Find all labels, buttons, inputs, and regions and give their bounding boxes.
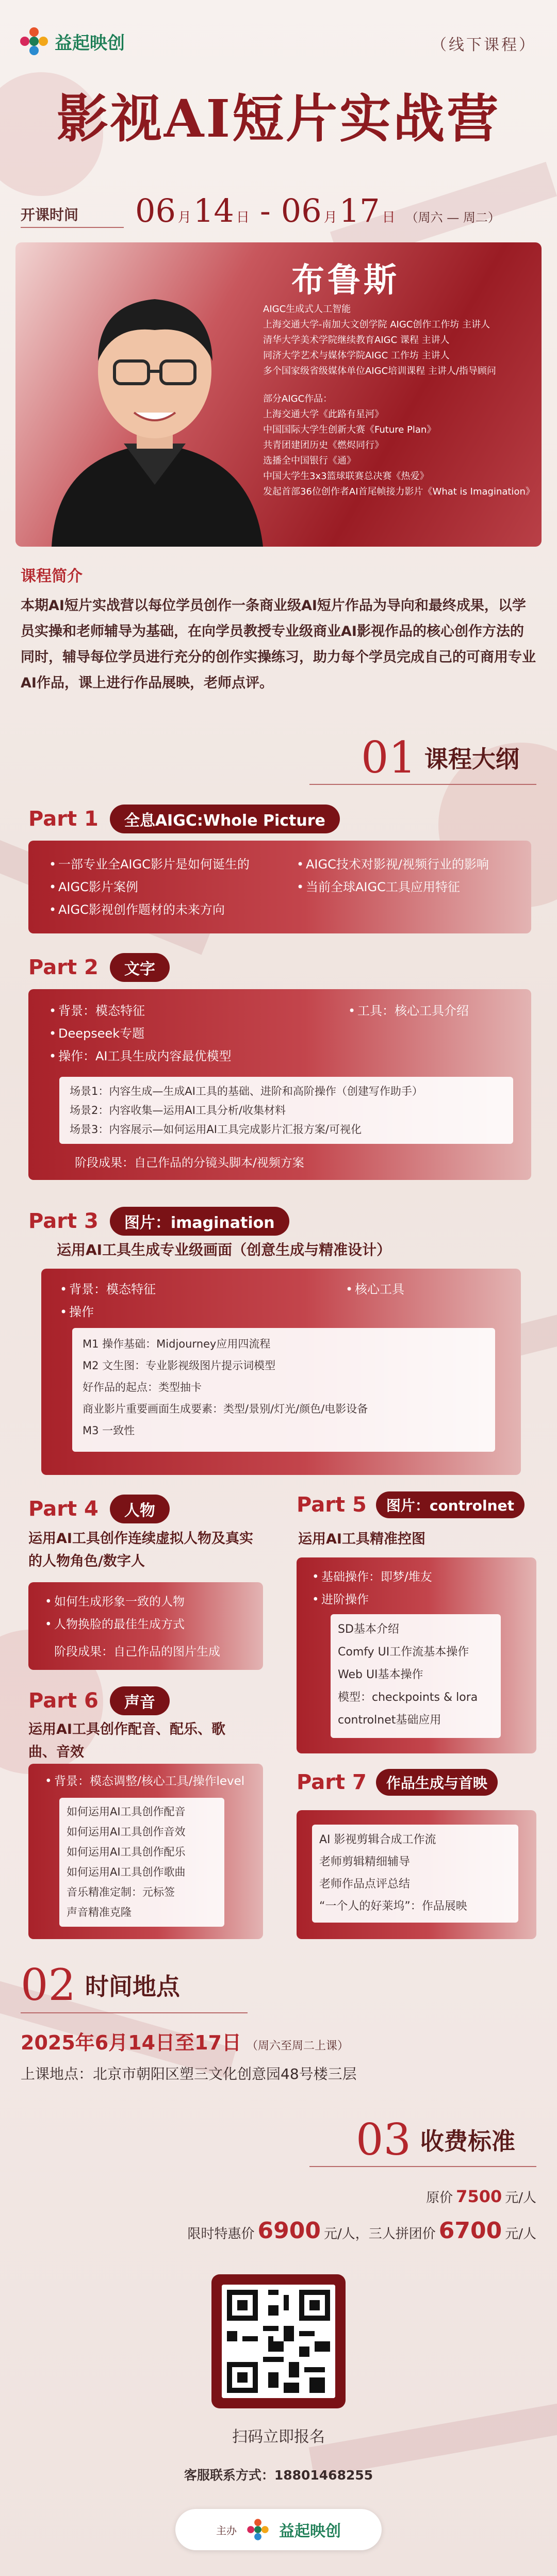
list-item: 如何运用AI工具创作歌曲: [67, 1866, 186, 1878]
part4-box: [28, 1582, 263, 1670]
list-item: • 背景：模态特征: [49, 999, 232, 1022]
part-tag: 图片：controlnet: [376, 1491, 525, 1518]
scene-item: 场景2：内容收集—运用AI工具分析/收集材料: [70, 1104, 286, 1117]
end-month: 06: [281, 192, 322, 229]
start-month: 06: [135, 192, 176, 229]
course-date: 2025年6月14日至17日: [21, 2031, 241, 2054]
brand-logo: [19, 26, 125, 57]
part3-header: [28, 1207, 289, 1236]
part7-items: [312, 1825, 518, 1923]
list-item: 如何运用AI工具创作音效: [67, 1826, 186, 1838]
list-item: AI 影视剪辑合成工作流: [319, 1833, 436, 1846]
intro-heading: 课程简介: [21, 567, 83, 585]
part-tag: 人物: [110, 1495, 170, 1523]
group-price: 6700: [438, 2218, 502, 2244]
section-title: 课程大纲: [424, 745, 519, 773]
part-tag: 全息AIGC:Whole Picture: [110, 805, 340, 833]
part1-box: [28, 841, 531, 933]
time-date-row: [21, 2027, 349, 2055]
list-item: • 核心工具: [346, 1278, 404, 1301]
list-item: M1 操作基础：Midjourney应用四流程: [83, 1338, 271, 1350]
brand-name: 益起映创: [55, 32, 125, 54]
work-item: 中国大学生3x3篮球联赛总决赛《热爱》: [263, 471, 429, 482]
teacher-title-line: AIGC生成式人工智能: [263, 304, 351, 315]
part2-result: 阶段成果：自己作品的分镜头脚本/视频方案: [75, 1156, 304, 1170]
part5-box: [297, 1557, 536, 1753]
list-item: 商业影片重要画面生成要素：类型/景别/灯光/颜色/电影设备: [83, 1403, 368, 1415]
intro-text: 本期AI短片实战营以每位学员创作一条商业级AI短片作品为导向和最终成果，以学员实操和老师辅导为基础，在向学员教授专业级商业AI影视作品的核心创作方法的同时，辅导每位学员进行充分的创作实操练习，助力每个学员完成自己的可商用专业AI作品，课上进行作品展映，老师点评。: [21, 598, 536, 691]
part3-right-list: [346, 1278, 404, 1301]
part-label: Part 7: [297, 1770, 367, 1794]
section-number: 03: [356, 2114, 411, 2165]
list-item: 老师剪辑精细辅导: [319, 1856, 411, 1868]
part1-left-list: [49, 853, 250, 921]
list-item: • 进阶操作: [312, 1588, 432, 1611]
list-item: Web UI基本操作: [338, 1668, 423, 1681]
list-item: • 背景：模态调整/核心工具/操作level: [45, 1771, 244, 1792]
signup-qr-frame[interactable]: [211, 2274, 346, 2408]
part2-box: [28, 989, 531, 1180]
date-separator: -: [259, 192, 271, 229]
list-item: 老师作品点评总结: [319, 1878, 411, 1891]
scene-item: 场景1：内容生成—生成AI工具的基础、进阶和高阶操作（创建写作助手）: [70, 1085, 423, 1097]
works-label: 部分AIGC作品：: [263, 393, 333, 404]
part7-box: [297, 1810, 536, 1939]
group-price-label: 元/人，三人拼团价: [324, 2226, 436, 2242]
list-item: “一个人的好莱坞”：作品展映: [319, 1900, 467, 1913]
section-title: 时间地点: [85, 1973, 180, 2000]
part-tag: 图片：imagination: [110, 1207, 289, 1236]
part3-box: [41, 1269, 521, 1475]
flower-logo-icon: [19, 26, 50, 57]
list-item: 如何运用AI工具创作配音: [67, 1806, 186, 1818]
list-item: M2 文生图：专业影视级图片提示词模型: [83, 1359, 276, 1372]
weekday-range: （周六 — 周二）: [405, 210, 500, 225]
part2-header: [28, 953, 170, 982]
part3-subtitle: 运用AI工具生成专业级画面（创意生成与精准设计）: [57, 1241, 391, 1258]
part6-box: [28, 1764, 263, 1939]
page-title: 影视AI短片实战营: [56, 88, 501, 149]
course-place: 上课地点：北京市朝阳区塑三文化创意园48号楼三层: [21, 2065, 357, 2082]
teacher-portrait: [21, 258, 289, 547]
list-item: Comfy UI工作流基本操作: [338, 1646, 469, 1659]
footer-brand: 益起映创: [279, 2522, 341, 2540]
part-label: Part 5: [297, 1493, 367, 1517]
work-item: 共青团建团历史《燃烬同行》: [263, 440, 384, 451]
part2-list: [49, 999, 232, 1068]
list-item: • 基础操作：即梦/堆友: [312, 1566, 432, 1588]
fee-heading: [356, 2114, 515, 2165]
start-day: 14: [193, 192, 234, 229]
teacher-title-line: 同济大学艺术与媒体学院AIGC 工作坊 主讲人: [263, 350, 450, 361]
part1-header: [28, 805, 340, 833]
part-tag: 作品生成与首映: [376, 1769, 498, 1796]
list-item: • 如何生成形象一致的人物: [45, 1590, 185, 1613]
part5-items: [331, 1614, 501, 1738]
work-item: 发起首部36位创作者AI首尾帧接力影片《What is Imagination》: [263, 486, 535, 497]
part3-list: [60, 1278, 156, 1323]
work-item: 选播全中国银行《通》: [263, 455, 356, 466]
list-item: 如何运用AI工具创作配乐: [67, 1846, 186, 1858]
part5-subtitle: 运用AI工具精准控图: [298, 1531, 425, 1547]
teacher-title-line: 上海交通大学-南加大文创学院 AIGC创作工作坊 主讲人: [263, 319, 490, 330]
part-label: Part 4: [28, 1497, 99, 1521]
list-item: 音乐精准定制：元标签: [67, 1886, 175, 1898]
part1-right-list: [297, 853, 489, 898]
part6-header: [28, 1686, 170, 1715]
part3-items: [72, 1328, 495, 1452]
outline-heading: [361, 732, 519, 783]
part-tag: 文字: [110, 953, 170, 982]
part4-result: 阶段成果：自己作品的图片生成: [54, 1645, 220, 1659]
contact-info: 客服联系方式：18801468255: [184, 2468, 373, 2483]
list-item: • 工具：核心工具介绍: [348, 999, 469, 1022]
list-item: • AIGC技术对影视/视频行业的影响: [297, 853, 489, 876]
end-day: 17: [339, 192, 380, 229]
part2-right-list: [348, 999, 469, 1022]
divider: [309, 784, 536, 785]
original-price-label: 原价: [426, 2190, 453, 2206]
list-item: • 背景：模态特征: [60, 1278, 156, 1301]
teacher-card: [15, 242, 542, 547]
original-price: 7500: [456, 2187, 502, 2206]
list-item: M3 一致性: [83, 1424, 135, 1437]
part-tag: 声音: [110, 1686, 170, 1715]
part7-header: [297, 1769, 498, 1796]
qr-code-icon[interactable]: [222, 2285, 335, 2398]
original-price-row: [426, 2187, 536, 2206]
part4-subtitle: 运用AI工具创作连续虚拟人物及真实的人物角色/数字人: [28, 1531, 253, 1569]
part5-list: [312, 1566, 432, 1611]
list-item: 好作品的起点：类型抽卡: [83, 1381, 202, 1393]
part5-header: [297, 1491, 525, 1518]
list-item: SD基本介绍: [338, 1623, 399, 1636]
month-unit: 月: [323, 210, 337, 225]
scene-item: 场景3：内容展示—如何运用AI工具完成影片汇报方案/可视化: [70, 1123, 362, 1136]
teacher-titles: [263, 302, 535, 500]
list-item: • 人物换脸的最佳生成方式: [45, 1613, 185, 1636]
divider: [21, 227, 124, 228]
footer-host: [175, 2509, 382, 2550]
list-item: controlnet基础应用: [338, 1714, 441, 1727]
section-title: 收费标准: [420, 2127, 515, 2155]
part-label: Part 3: [28, 1209, 99, 1233]
work-item: 中国国际大学生创新大赛《Future Plan》: [263, 424, 436, 435]
price-unit: 元/人: [505, 2190, 536, 2206]
divider: [21, 2012, 248, 2013]
section-number: 01: [361, 732, 416, 783]
open-time-label: 开课时间: [21, 206, 79, 223]
date-range: [135, 192, 500, 229]
part4-header: [28, 1495, 170, 1523]
part2-scenes: [59, 1077, 513, 1144]
list-item: • AIGC影片案例: [49, 876, 250, 898]
promo-price: 6900: [257, 2218, 321, 2244]
course-date-note: （周六至周二上课）: [246, 2040, 349, 2053]
teacher-name: 布鲁斯: [291, 261, 400, 300]
flower-logo-icon: [246, 2518, 270, 2541]
list-item: • 操作: [60, 1301, 156, 1323]
list-item: • AIGC影视创作题材的未来方向: [49, 898, 250, 921]
promo-price-row: [188, 2218, 536, 2244]
part-label: Part 2: [28, 956, 99, 979]
promo-price-label: 限时特惠价: [187, 2226, 255, 2242]
part6-list: [45, 1771, 244, 1792]
list-item: • Deepseek专题: [49, 1022, 232, 1045]
part6-subtitle: 运用AI工具创作配音、配乐、歌曲、音效: [28, 1721, 225, 1760]
work-item: 上海交通大学《此路有星河》: [263, 409, 384, 420]
part6-items: [59, 1798, 224, 1927]
qr-label: 扫码立即报名: [232, 2428, 325, 2446]
list-item: • 当前全球AIGC工具应用特征: [297, 876, 489, 898]
list-item: 声音精准克隆: [67, 1906, 132, 1918]
list-item: • 一部专业全AIGC影片是如何诞生的: [49, 853, 250, 876]
divider: [309, 2166, 536, 2167]
teacher-title-line: 多个国家级省级媒体单位AIGC培训课程 主讲人/指导顾问: [263, 366, 496, 376]
part-label: Part 6: [28, 1689, 99, 1713]
price-unit: 元/人: [505, 2226, 536, 2242]
course-type-label: （线下课程）: [431, 36, 536, 54]
teacher-title-line: 清华大学美术学院继续教育AIGC 课程 主讲人: [263, 335, 450, 346]
day-unit: 日: [236, 210, 250, 225]
day-unit: 日: [382, 210, 396, 225]
month-unit: 月: [177, 210, 191, 225]
section-number: 02: [21, 1960, 76, 2010]
list-item: 模型：checkpoints & lora: [338, 1691, 478, 1704]
host-label: 主办: [216, 2524, 237, 2537]
part-label: Part 1: [28, 807, 99, 831]
time-heading: [21, 1960, 180, 2010]
part4-list: [45, 1590, 185, 1636]
list-item: • 操作：AI工具生成内容最优模型: [49, 1045, 232, 1068]
